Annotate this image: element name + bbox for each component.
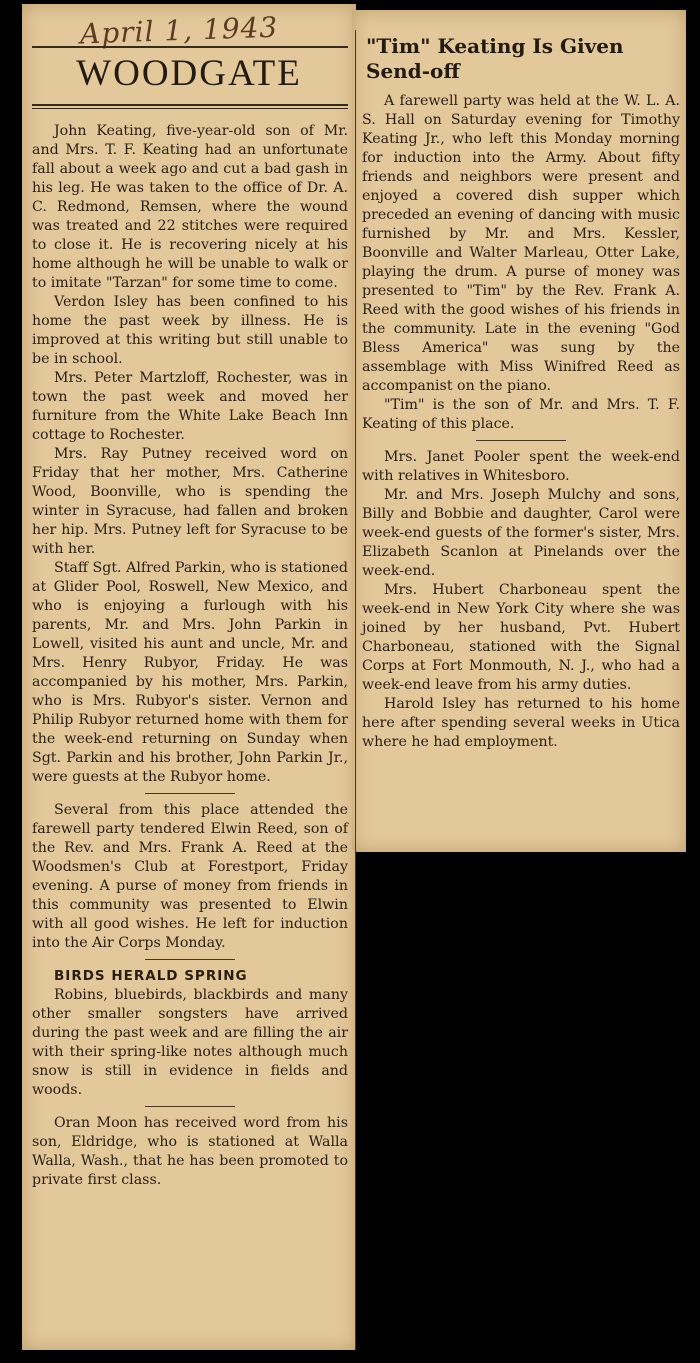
article-elwin-reed: Several from this place attended the farewell party tendered Elwin Reed, son of the Rev. and Mrs. Frank A. Reed at the Woodsmen's Club at Forestport, Friday evening. A purse of money from friends in this community was presented to Elwin with all good wishes. He left for induction into the Air Corps Monday.: [32, 802, 348, 951]
right-column-body: [362, 92, 680, 752]
separator-rule: [145, 793, 235, 794]
headline-tim-keating: "Tim" Keating Is Given Send-off: [366, 34, 624, 83]
masthead-top-rule: [32, 46, 348, 48]
left-column-body: [32, 122, 348, 1190]
article-martzloff: Mrs. Peter Martzloff, Rochester, was in town the past week and moved her furniture from the White Lake Beach Inn cottage to Rochester.: [32, 370, 348, 443]
article-keating-injury: John Keating, five-year-old son of Mr. and Mrs. T. F. Keating had an unfortunate fall about a week ago and cut a bad gash in his leg. He was taken to the office of Dr. A. C. Redmond, Remsen, where the wound was treated and 22 stitches were required to close it. He is recovering nicely at his home although he will be unable to walk or to imitate "Tarzan" for some time to come.: [32, 123, 348, 291]
article-putney: Mrs. Ray Putney received word on Friday that her mother, Mrs. Catherine Wood, Boonville, who is spending the winter in Syracuse, had fallen and broken her hip. Mrs. Putney left for Syracuse to be with her.: [32, 446, 348, 557]
article-mulchy: Mr. and Mrs. Joseph Mulchy and sons, Billy and Bobbie and daughter, Carol were week-end guests of the former's sister, Mrs. Elizabeth Scanlon at Pinelands over the week-end.: [362, 487, 680, 579]
article-birds: Robins, bluebirds, blackbirds and many other smaller songsters have arrived during the past week and are filling the air with their spring-like notes although much snow is still in evidence in fields and woods.: [32, 987, 348, 1098]
separator-rule: [476, 440, 566, 441]
birds-heading: BIRDS HERALD SPRING: [54, 968, 248, 984]
article-isley-illness: Verdon Isley has been confined to his home the past week by illness. He is improved at this writing but still unable to be in school.: [32, 294, 348, 367]
article-tim-parents: "Tim" is the son of Mr. and Mrs. T. F. Keating of this place.: [362, 397, 680, 432]
masthead-title: WOODGATE: [76, 53, 302, 94]
masthead-bottom-rule: [32, 104, 348, 106]
right-column-clipping: [352, 10, 686, 852]
article-charboneau: Mrs. Hubert Charboneau spent the week-end in New York City where she was joined by her husband, Pvt. Hubert Charboneau, stationed with the Signal Corps at Fort Monmouth, N. J., who had a week-end leave from his army duties.: [362, 582, 680, 693]
separator-rule: [145, 1106, 235, 1107]
article-tim-keating: A farewell party was held at the W. L. A. S. Hall on Saturday evening for Timothy Keating Jr., who left this Monday morning for induction into the Army. About fifty friends and neighbors were present and enjoyed a covered dish supper which preceded an evening of dancing with music furnished by Mr. and Mrs. Kessler, Boonville and Walter Marleau, Otter Lake, playing the drum. A purse of money was presented to "Tim" by the Rev. Frank A. Reed with the good wishes of his friends in the community. Late in the evening "God Bless America" was sung by the assemblage with Miss Winifred Reed as accompanist on the piano.: [362, 93, 680, 394]
article-harold-isley: Harold Isley has returned to his home here after spending several weeks in Utica where he had employment.: [362, 696, 680, 750]
article-parkin: Staff Sgt. Alfred Parkin, who is stationed at Glider Pool, Roswell, New Mexico, and who is enjoying a furlough with his parents, Mr. and Mrs. John Parkin in Lowell, visited his aunt and uncle, Mr. and Mrs. Henry Rubyor, Friday. He was accompanied by his mother, Mrs. Parkin, who is Mrs. Rubyor's sister. Vernon and Philip Rubyor returned home with them for the week-end returning on Sunday when Sgt. Parkin and his brother, John Parkin Jr., were guests at the Rubyor home.: [32, 560, 348, 785]
article-pooler: Mrs. Janet Pooler spent the week-end with relatives in Whitesboro.: [362, 449, 680, 484]
article-oran-moon: Oran Moon has received word from his son, Eldridge, who is stationed at Walla Walla, Wash., that he has been promoted to private first class.: [32, 1115, 348, 1188]
handwritten-date: April 1, 1943: [79, 10, 279, 51]
left-column-clipping: [22, 4, 356, 1350]
masthead-bottom-rule-thin: [32, 108, 348, 109]
column-divider: [355, 30, 356, 1350]
separator-rule: [145, 959, 235, 960]
